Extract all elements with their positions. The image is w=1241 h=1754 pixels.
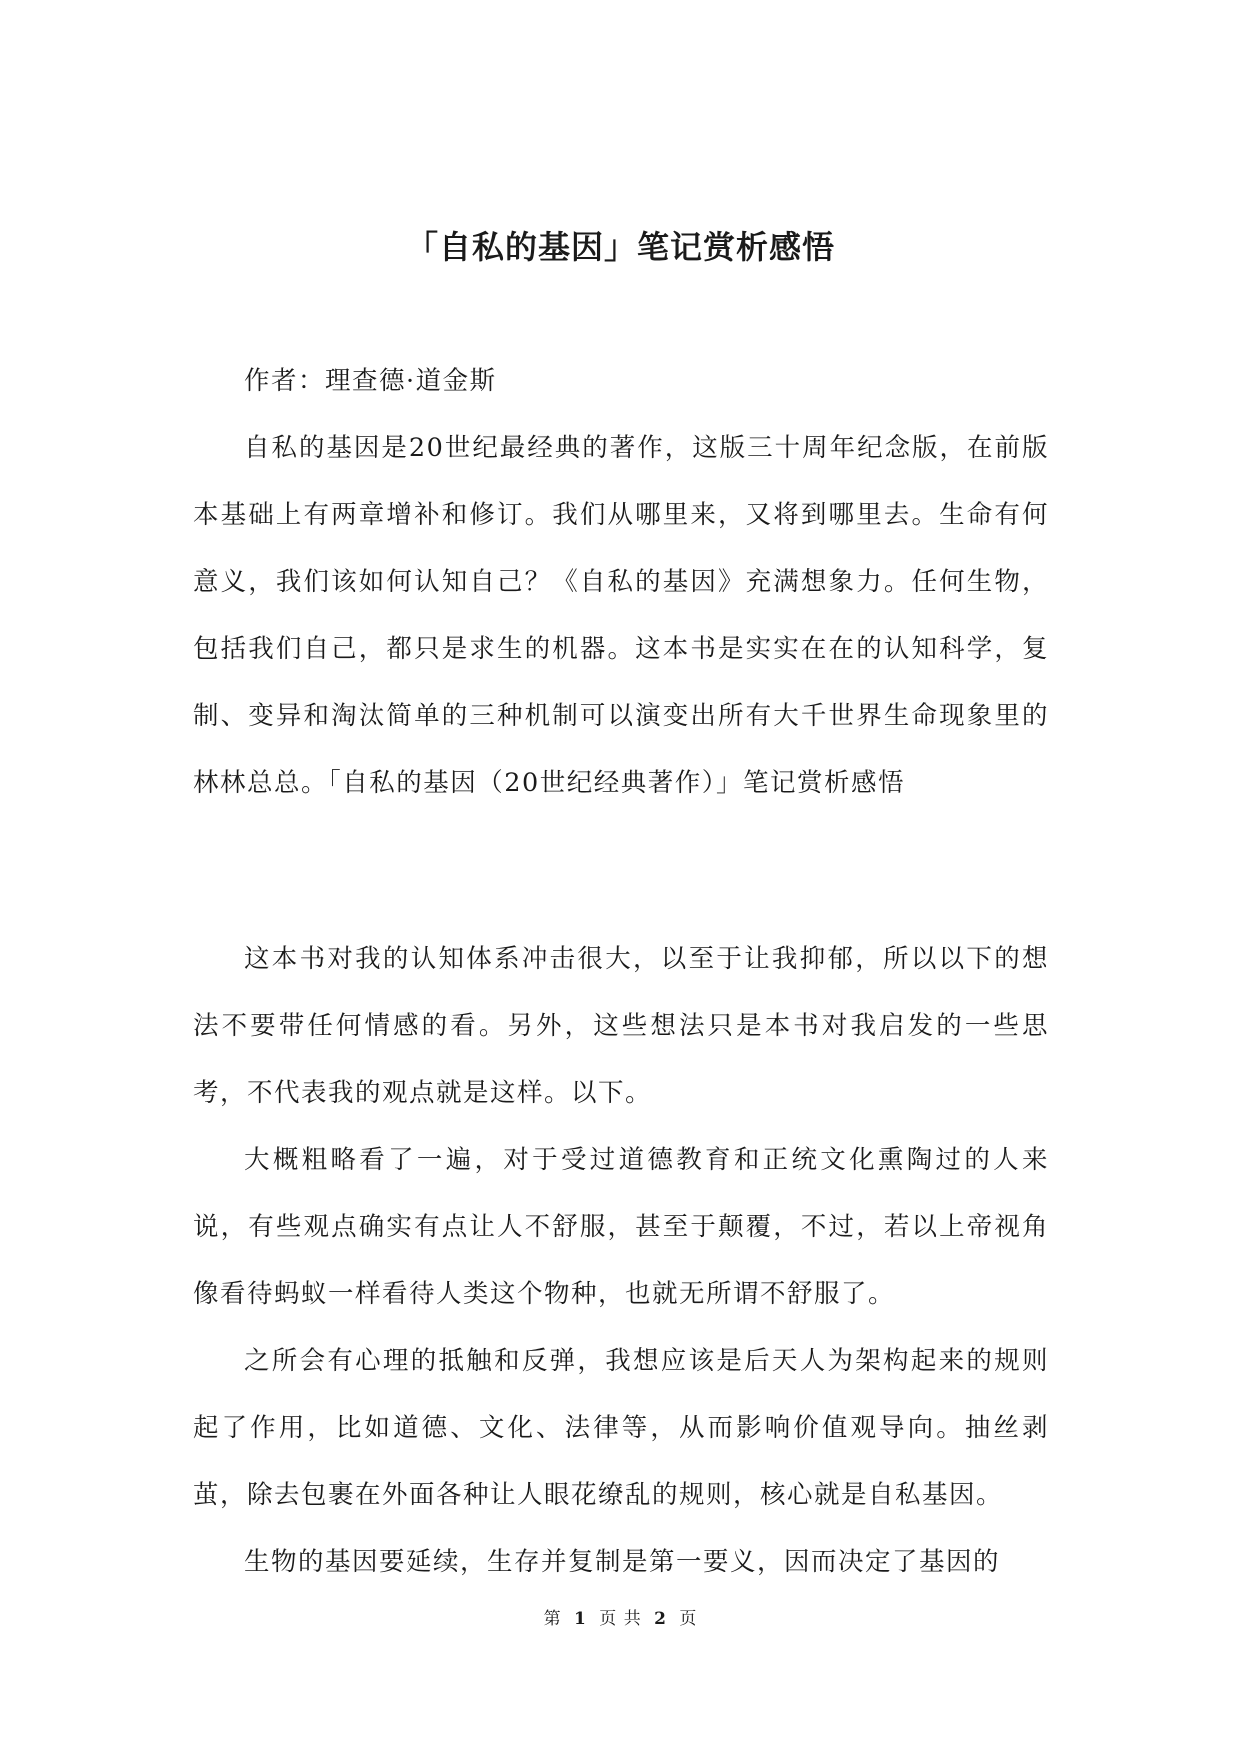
paragraph: 之所会有心理的抵触和反弹，我想应该是后天人为架构起来的规则起了作用，比如道德、文化、法律等，从而影响价值观导向。抽丝剥茧，除去包裹在外面各种让人眼花缭乱的规则，核心就是自私基因。: [193, 1346, 1049, 1510]
footer-middle: 页 共: [599, 1609, 642, 1629]
total-pages-number: 2: [654, 1609, 667, 1629]
paragraph: 这本书对我的认知体系冲击很大，以至于让我抑郁，所以以下的想法不要带任何情感的看。另外，这些想法只是本书对我启发的一些思考，不代表我的观点就是这样。以下。: [193, 944, 1049, 1108]
author-line: 作者：理查德·道金斯: [244, 366, 497, 396]
page-footer: [0, 1604, 1241, 1629]
document-title: 「自私的基因」笔记赏析感悟: [405, 228, 835, 266]
body-block-intro: [193, 348, 1049, 817]
current-page-number: 1: [574, 1609, 587, 1629]
footer-prefix: 第: [543, 1609, 562, 1629]
footer-suffix: 页: [679, 1609, 698, 1629]
paragraph: 生物的基因要延续，生存并复制是第一要义，因而决定了基因的: [244, 1547, 1001, 1577]
body-block-notes: [193, 926, 1049, 1596]
paragraph: 自私的基因是20世纪最经典的著作，这版三十周年纪念版，在前版本基础上有两章增补和修订。我们从哪里来，又将到哪里去。生命有何意义，我们该如何认知自己？《自私的基因》充满想象力。任何生物，包括我们自己，都只是求生的机器。这本书是实实在在的认知科学，复制、变异和淘汰简单的三种机制可以演变出所有大千世界生命现象里的林林总总。「自私的基因（20世纪经典著作）」笔记赏析感悟: [193, 433, 1049, 798]
paragraph: 大概粗略看了一遍，对于受过道德教育和正统文化熏陶过的人来说，有些观点确实有点让人不舒服，甚至于颠覆，不过，若以上帝视角像看待蚂蚁一样看待人类这个物种，也就无所谓不舒服了。: [193, 1145, 1049, 1309]
